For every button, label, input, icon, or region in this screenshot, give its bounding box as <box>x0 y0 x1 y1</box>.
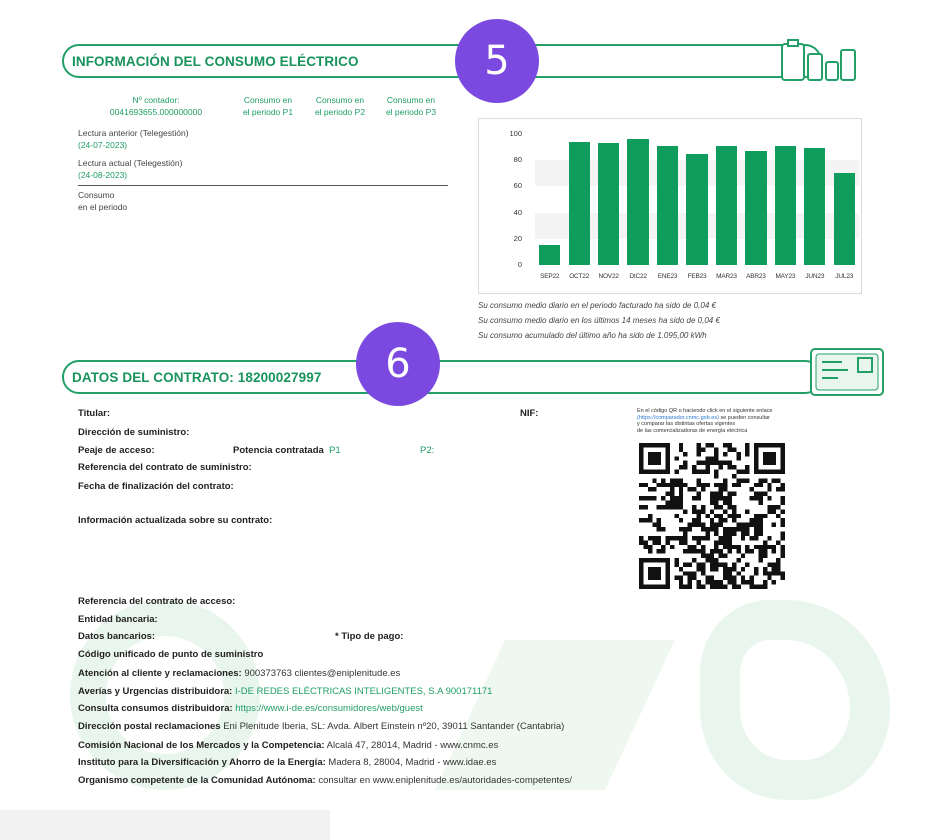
chart-bar-ene23 <box>657 146 678 265</box>
contract-end-date-label: Fecha de finalización del contrato: <box>78 481 234 492</box>
power-p1-label: P1 <box>329 445 341 456</box>
power-p2-label: P2: <box>420 445 435 456</box>
chart-bar-nov22 <box>598 143 619 265</box>
period-label: Consumo en <box>243 95 293 105</box>
chart-bar-abr23 <box>745 151 766 265</box>
consumption-section-header <box>62 44 822 78</box>
y-tick-label: 40 <box>513 207 522 217</box>
chart-bar-mar23 <box>716 146 737 265</box>
previous-reading-date: (24-07-2023) <box>78 140 128 150</box>
period-p1-header <box>230 94 306 118</box>
customer-service-row: Atención al cliente y reclamaciones: 900373763 clientes@eniplenitude.es <box>78 668 401 679</box>
y-tick-label: 60 <box>513 181 522 191</box>
idae-row: Instituto para la Diversificación y Ahorro de la Energía: Madera 8, 28004, Madrid - www.idae.es <box>78 757 497 768</box>
consumption-bar-chart <box>478 118 862 294</box>
contract-section-header <box>62 360 822 394</box>
x-tick-label: DIC22 <box>629 273 647 280</box>
consumption-label: Consumo <box>78 190 115 200</box>
y-tick-label: 100 <box>509 129 522 138</box>
meter-number: 0041693655.000000000 <box>109 107 203 117</box>
x-tick-label: ENE23 <box>657 273 678 280</box>
previous-reading <box>78 127 189 151</box>
updated-contract-info-label: Información actualizada sobre su contrato: <box>78 515 273 526</box>
y-tick-label: 0 <box>517 260 522 269</box>
cnmc-row: Comisión Nacional de los Mercados y la Competencia: Alcalá 47, 28014, Madrid - www.cnmc.es <box>78 740 499 751</box>
x-tick-label: SEP22 <box>540 273 560 280</box>
consumption-label: en el periodo <box>78 202 128 212</box>
period-label: Consumo en <box>315 95 365 105</box>
qr-text: En el código QR o haciendo click en el siguiente enlace <box>637 408 773 414</box>
page-footer-strip <box>0 810 330 840</box>
section-number-badge: 6 <box>356 322 440 406</box>
idae-value[interactable]: Madera 8, 28004, Madrid - www.idae.es <box>328 757 497 768</box>
chart-bar-may23 <box>775 146 796 265</box>
x-tick-label: ABR23 <box>746 273 766 280</box>
comparador-link[interactable]: (https://comparador.cnmc.gob.es) <box>637 414 719 421</box>
contracted-power-label: Potencia contratada P1 <box>233 445 341 456</box>
qr-code[interactable] <box>639 443 785 589</box>
qr-text: de las comercializadoras de energía eléctrica <box>637 427 748 434</box>
period-label: el periodo P3 <box>385 107 437 117</box>
access-toll-label: Peaje de acceso: <box>78 445 155 456</box>
period-p3-header <box>373 94 449 118</box>
chart-bar-dic22 <box>627 139 648 265</box>
x-tick-label: JUN23 <box>805 273 825 280</box>
supply-address-label: Dirección de suministro: <box>78 427 190 438</box>
bank-details-label: Datos bancarios: <box>78 631 156 642</box>
fourteen-month-average-note: Su consumo medio diario en los últimos 14 meses ha sido de 0,04 € <box>478 316 720 325</box>
divider <box>78 185 448 186</box>
previous-reading-label: Lectura anterior (Telegestión) <box>78 128 189 138</box>
daily-average-note: Su consumo medio diario en el periodo facturado ha sido de 0,04 € <box>478 301 716 310</box>
breakdowns-row: Averías y Urgencias distribuidora: I-DE REDES ELÉCTRICAS INTELIGENTES, S.A 900171171 <box>78 686 493 697</box>
consumption-section-title: INFORMACIÓN DEL CONSUMO ELÉCTRICO <box>72 53 359 69</box>
chart-bar-feb23 <box>686 154 707 265</box>
supply-contract-ref-label: Referencia del contrato de suministro: <box>78 462 252 473</box>
customer-service-value[interactable]: 900373763 clientes@eniplenitude.es <box>244 668 401 679</box>
period-p2-header <box>302 94 378 118</box>
access-contract-ref-label: Referencia del contrato de acceso: <box>78 596 236 607</box>
x-tick-label: JUL23 <box>835 273 854 280</box>
chart-bar-sep22 <box>539 245 560 265</box>
regional-authority-value[interactable]: consultar en www.eniplenitude.es/autoridades-competentes/ <box>318 775 572 786</box>
postal-claims-row: Dirección postal reclamaciones Eni Plenitude Iberia, SL: Avda. Albert Einstein nº20, 39011 Santander (Cantabria) <box>78 721 565 732</box>
meter-icon <box>780 38 860 84</box>
y-tick-label: 80 <box>513 155 522 165</box>
breakdowns-value: I-DE REDES ELÉCTRICAS INTELIGENTES, S.A 900171171 <box>234 686 493 697</box>
chart-bar-oct22 <box>569 142 590 265</box>
period-label: el periodo P2 <box>314 107 366 117</box>
qr-instructions <box>637 408 817 434</box>
qr-text: y comparar las distintas ofertas vigentes <box>637 421 736 428</box>
regional-authority-row: Organismo competente de la Comunidad Autónoma: consultar en www.eniplenitude.es/autoridades-competentes/ <box>78 775 572 786</box>
section-number-badge: 5 <box>455 19 539 103</box>
current-reading-date: (24-08-2023) <box>78 170 128 180</box>
chart-bar-jun23 <box>804 148 825 265</box>
payment-type-label: * Tipo de pago: <box>335 631 404 642</box>
x-tick-label: MAR23 <box>716 273 737 280</box>
period-label: Consumo en <box>386 95 436 105</box>
period-consumption <box>78 189 127 213</box>
x-tick-label: FEB23 <box>687 273 707 280</box>
x-tick-label: OCT22 <box>569 273 590 280</box>
current-reading-label: Lectura actual (Telegestión) <box>78 158 183 168</box>
distributor-link[interactable]: https://www.i-de.es/consumidores/web/guest <box>235 703 423 714</box>
cnmc-value[interactable]: Alcalá 47, 28014, Madrid - www.cnmc.es <box>326 740 499 751</box>
holder-label: Titular: <box>78 408 111 419</box>
x-tick-label: NOV22 <box>598 273 619 280</box>
x-tick-label: MAY23 <box>775 273 796 280</box>
contract-section-title: DATOS DEL CONTRATO: 18200027997 <box>72 369 322 385</box>
meter-number-block <box>96 94 216 118</box>
chart-bar-jul23 <box>834 173 855 265</box>
nif-label: NIF: <box>520 408 539 419</box>
meter-label: Nº contador: <box>132 95 180 105</box>
y-tick-label: 20 <box>513 233 522 243</box>
watermark-shape <box>700 600 890 800</box>
contract-document-icon <box>808 346 888 400</box>
period-label: el periodo P1 <box>242 107 294 117</box>
current-reading <box>78 157 182 181</box>
qr-text: se pueden consultar <box>720 414 771 421</box>
bank-entity-label: Entidad bancaria: <box>78 614 158 625</box>
cups-label: Código unificado de punto de suministro <box>78 649 264 660</box>
annual-consumption-note: Su consumo acumulado del último año ha sido de 1.095,00 kWh <box>478 331 707 340</box>
postal-claims-value: Eni Plenitude Iberia, SL: Avda. Albert Einstein nº20, 39011 Santander (Cantabria) <box>223 721 565 732</box>
distributor-consult-row: Consulta consumos distribuidora: https://www.i-de.es/consumidores/web/guest <box>78 703 423 714</box>
